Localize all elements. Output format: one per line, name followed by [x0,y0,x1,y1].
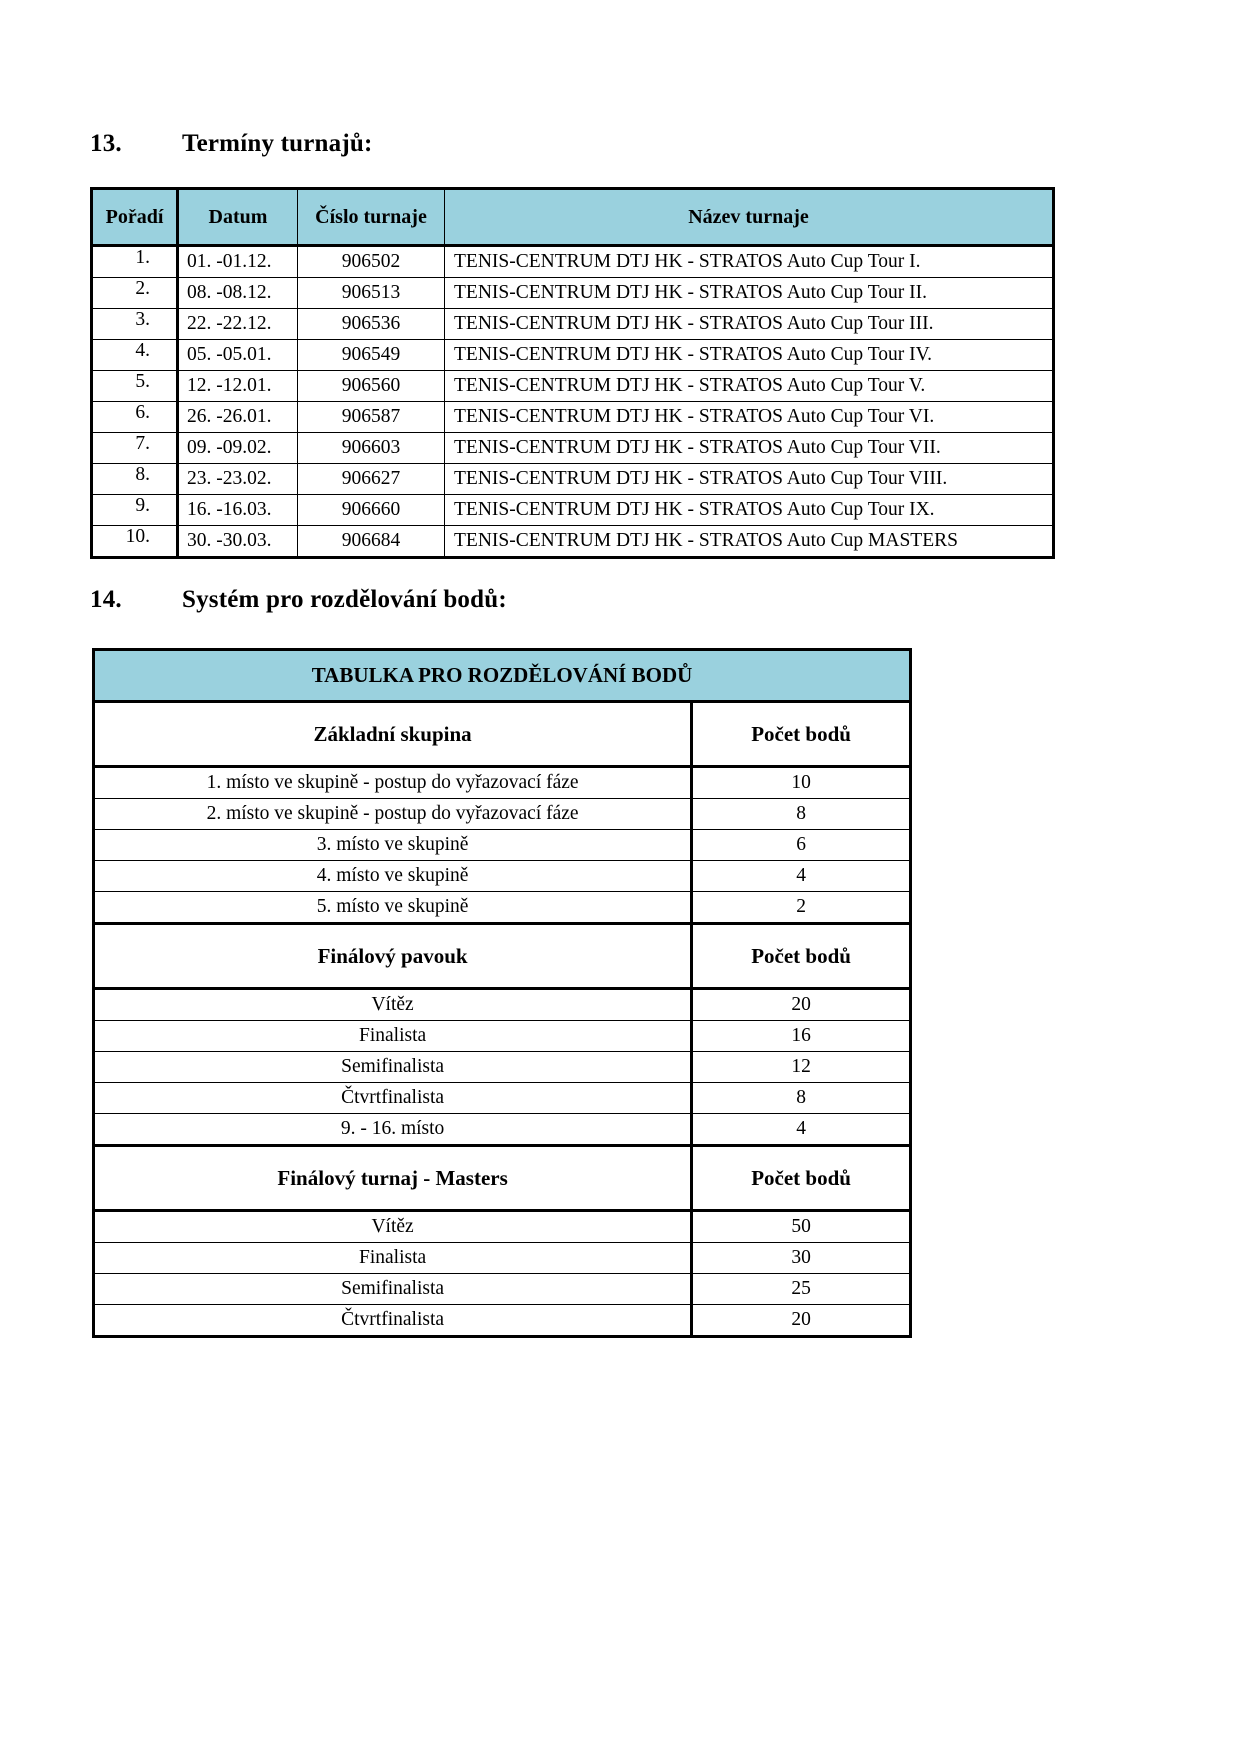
cell-nazev-turnaje: TENIS-CENTRUM DTJ HK - STRATOS Auto Cup Tour II. [445,278,1054,309]
points-row-label: Finalista [94,1021,692,1052]
points-row-label: Čtvrtfinalista [94,1305,692,1337]
points-table-title-row [94,650,911,702]
cell-poradi: 1. [92,246,178,278]
points-row-label: 2. místo ve skupině - postup do vyřazovací fáze [94,799,692,830]
points-row [94,1274,911,1305]
cell-datum: 22. -22.12. [178,309,298,340]
cell-cislo-turnaje: 906560 [298,371,445,402]
points-column-header: Počet bodů [692,702,911,767]
points-row-value: 8 [692,799,911,830]
cell-datum: 05. -05.01. [178,340,298,371]
cell-cislo-turnaje: 906627 [298,464,445,495]
cell-nazev-turnaje: TENIS-CENTRUM DTJ HK - STRATOS Auto Cup Tour V. [445,371,1054,402]
cell-datum: 12. -12.01. [178,371,298,402]
points-row-value: 25 [692,1274,911,1305]
cell-poradi: 8. [92,464,178,495]
section-heading-terminy [90,130,372,158]
points-row-value: 2 [692,892,911,924]
points-group-header-row [94,702,911,767]
points-table-title: TABULKA PRO ROZDĚLOVÁNÍ BODŮ [94,650,911,702]
column-header-nazev-turnaje: Název turnaje [445,189,1054,246]
points-row-value: 20 [692,1305,911,1337]
points-row [94,861,911,892]
table-row [92,495,1054,526]
cell-nazev-turnaje: TENIS-CENTRUM DTJ HK - STRATOS Auto Cup Tour VIII. [445,464,1054,495]
table-row [92,402,1054,433]
points-group-heading: Finálový pavouk [94,924,692,989]
points-row-value: 12 [692,1052,911,1083]
points-distribution-table [92,648,912,1338]
points-row-label: Finalista [94,1243,692,1274]
cell-datum: 08. -08.12. [178,278,298,309]
cell-poradi: 6. [92,402,178,433]
points-row-label: Čtvrtfinalista [94,1083,692,1114]
cell-datum: 23. -23.02. [178,464,298,495]
cell-poradi: 2. [92,278,178,309]
cell-poradi: 7. [92,433,178,464]
cell-poradi: 4. [92,340,178,371]
points-row [94,892,911,924]
table-row [92,309,1054,340]
points-group-header-row [94,1146,911,1211]
table-row [92,526,1054,558]
points-row-value: 4 [692,861,911,892]
points-row-value: 8 [692,1083,911,1114]
points-row-value: 20 [692,989,911,1021]
points-row [94,1114,911,1146]
table-row [92,278,1054,309]
section-number: 13. [90,130,122,157]
cell-poradi: 10. [92,526,178,558]
cell-cislo-turnaje: 906587 [298,402,445,433]
section-title: Termíny turnajů: [182,130,373,157]
cell-nazev-turnaje: TENIS-CENTRUM DTJ HK - STRATOS Auto Cup Tour IV. [445,340,1054,371]
cell-datum: 26. -26.01. [178,402,298,433]
cell-cislo-turnaje: 906660 [298,495,445,526]
points-group-heading: Základní skupina [94,702,692,767]
cell-nazev-turnaje: TENIS-CENTRUM DTJ HK - STRATOS Auto Cup Tour VI. [445,402,1054,433]
table-header-row [92,189,1054,246]
cell-cislo-turnaje: 906549 [298,340,445,371]
points-row-value: 6 [692,830,911,861]
table-row [92,246,1054,278]
tournament-dates-table [90,187,1055,559]
column-header-poradi: Pořadí [92,189,178,246]
points-row [94,830,911,861]
points-row-label: 5. místo ve skupině [94,892,692,924]
table-row [92,371,1054,402]
points-column-header: Počet bodů [692,1146,911,1211]
cell-poradi: 3. [92,309,178,340]
points-row-value: 30 [692,1243,911,1274]
points-row [94,799,911,830]
points-row-label: Vítěz [94,989,692,1021]
points-row-value: 16 [692,1021,911,1052]
cell-cislo-turnaje: 906513 [298,278,445,309]
section-title: Systém pro rozdělování bodů: [182,586,507,613]
cell-datum: 16. -16.03. [178,495,298,526]
points-row-label: 9. - 16. místo [94,1114,692,1146]
points-row-value: 50 [692,1211,911,1243]
points-row [94,1052,911,1083]
points-row [94,1021,911,1052]
cell-poradi: 5. [92,371,178,402]
cell-datum: 09. -09.02. [178,433,298,464]
table-row [92,433,1054,464]
points-row [94,1211,911,1243]
cell-nazev-turnaje: TENIS-CENTRUM DTJ HK - STRATOS Auto Cup Tour III. [445,309,1054,340]
table-row [92,464,1054,495]
points-group-heading: Finálový turnaj - Masters [94,1146,692,1211]
cell-poradi: 9. [92,495,178,526]
points-row [94,767,911,799]
points-row [94,1243,911,1274]
points-row-value: 10 [692,767,911,799]
section-heading-system [90,586,507,614]
cell-nazev-turnaje: TENIS-CENTRUM DTJ HK - STRATOS Auto Cup Tour IX. [445,495,1054,526]
points-row-value: 4 [692,1114,911,1146]
cell-cislo-turnaje: 906603 [298,433,445,464]
points-column-header: Počet bodů [692,924,911,989]
points-row-label: Semifinalista [94,1052,692,1083]
points-row [94,1305,911,1337]
cell-datum: 01. -01.12. [178,246,298,278]
points-row-label: Semifinalista [94,1274,692,1305]
points-row-label: Vítěz [94,1211,692,1243]
points-group-header-row [94,924,911,989]
cell-cislo-turnaje: 906502 [298,246,445,278]
cell-nazev-turnaje: TENIS-CENTRUM DTJ HK - STRATOS Auto Cup MASTERS [445,526,1054,558]
cell-cislo-turnaje: 906536 [298,309,445,340]
points-row-label: 3. místo ve skupině [94,830,692,861]
column-header-datum: Datum [178,189,298,246]
points-row-label: 4. místo ve skupině [94,861,692,892]
column-header-cislo-turnaje: Číslo turnaje [298,189,445,246]
cell-cislo-turnaje: 906684 [298,526,445,558]
points-row [94,1083,911,1114]
points-row [94,989,911,1021]
points-row-label: 1. místo ve skupině - postup do vyřazovací fáze [94,767,692,799]
section-number: 14. [90,586,122,613]
cell-nazev-turnaje: TENIS-CENTRUM DTJ HK - STRATOS Auto Cup Tour I. [445,246,1054,278]
cell-nazev-turnaje: TENIS-CENTRUM DTJ HK - STRATOS Auto Cup Tour VII. [445,433,1054,464]
cell-datum: 30. -30.03. [178,526,298,558]
table-row [92,340,1054,371]
